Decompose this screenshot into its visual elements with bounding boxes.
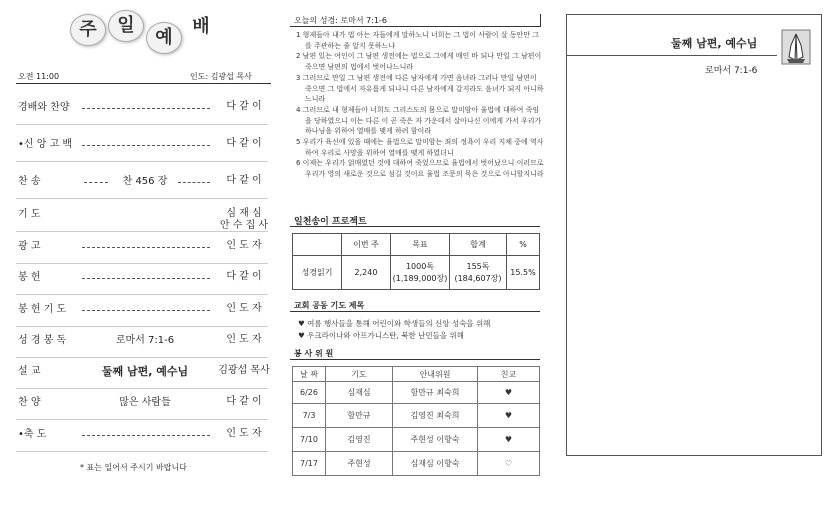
order-label: 광 고 xyxy=(18,241,41,252)
order-row xyxy=(16,428,268,464)
order-label: 봉 헌 xyxy=(18,272,41,283)
order-label: 기 도 xyxy=(18,209,41,220)
team-row-2-usher: 김영진 최숙희 xyxy=(393,404,478,428)
sermon-notes-panel xyxy=(566,14,822,456)
verse-2: 2 남편 있는 여인이 그 남편 생전에는 법으로 그에게 매인 바 되나 만일 그 남편이 죽으면 남편의 법에서 벗어나느니라 xyxy=(296,52,542,72)
leader-line xyxy=(82,435,210,436)
title-char-2: 일 xyxy=(108,10,144,42)
order-row xyxy=(16,138,268,174)
team-header-date: 날 짜 xyxy=(293,367,326,382)
row-divider xyxy=(16,419,268,420)
project-cell-goal: 1000독 (1,189,000장) xyxy=(391,256,450,290)
order-label: 경배와 찬양 xyxy=(18,102,70,113)
order-responsible: 심 재 심 안 수 집 사 xyxy=(219,208,269,231)
order-responsible: 다 같 이 xyxy=(226,396,262,407)
order-detail: 많은 사람들 xyxy=(119,397,171,408)
leader-line xyxy=(82,310,210,311)
order-label: 찬 양 xyxy=(18,397,41,408)
verse-title: 오늘의 성경: 로마서 7:1-6 xyxy=(294,16,387,25)
order-responsible: 인 도 자 xyxy=(226,334,262,345)
project-header-blank xyxy=(293,234,342,256)
team-row-3-usher: 주현성 이향숙 xyxy=(393,428,478,452)
team-row-3-date: 7/10 xyxy=(293,428,326,452)
title-char-1: 주 xyxy=(70,14,106,46)
row-divider xyxy=(16,326,268,327)
order-responsible: 다 같 이 xyxy=(226,101,262,112)
footnote: * 표는 일어서 주시기 바랍니다 xyxy=(80,463,187,472)
team-row-4-usher: 심재심 이향숙 xyxy=(393,452,478,476)
prayer-item-1: ♥ 여름 행사들을 통해 어린이와 학생들의 신앙 성숙을 위해 xyxy=(298,319,491,328)
title-char-3: 예 xyxy=(146,22,182,54)
order-responsible: 인 도 자 xyxy=(226,303,262,314)
leader-line xyxy=(82,145,210,146)
project-header-week: 이번 주 xyxy=(342,234,391,256)
order-label: 설 교 xyxy=(18,366,41,377)
order-label: 찬 송 xyxy=(18,176,41,187)
order-label: 성 경 봉 독 xyxy=(18,335,67,346)
team-header-prayer: 기도 xyxy=(326,367,393,382)
project-table xyxy=(292,233,540,290)
order-detail: 찬 456 장 xyxy=(122,176,168,187)
prayer-title-line xyxy=(290,311,540,312)
verse-6: 6 이제는 우리가 얽매였던 것에 대하여 죽었으므로 율법에서 벗어났으니 이러므로 우리가 영의 새로운 것으로 섬길 것이요 율법 조문의 묵은 것으로 아니할지니라 xyxy=(296,159,544,179)
verse-text xyxy=(296,30,544,180)
leader-line xyxy=(84,182,108,183)
project-title-line xyxy=(290,226,540,227)
project-cell-label: 성경읽기 xyxy=(293,256,342,290)
project-cell-percent: 15.5% xyxy=(507,256,540,290)
order-responsible: 다 같 이 xyxy=(226,175,262,186)
service-leader: 인도: 김광섭 목사 xyxy=(190,72,252,81)
verse-1: 1 형제들아 내가 법 아는 자들에게 말하노니 너희는 그 법이 사람이 살 동안만 그를 주관하는 줄 알지 못하느냐 xyxy=(296,31,540,50)
row-divider xyxy=(16,451,268,452)
verse-title-line xyxy=(290,26,540,27)
project-title: 일천송이 프로젝트 xyxy=(294,217,367,227)
order-responsible: 다 같 이 xyxy=(226,138,262,149)
team-row-1-fellowship: ♥ xyxy=(478,382,540,404)
service-team-title: 봉 사 위 원 xyxy=(294,349,334,358)
order-responsible: 다 같 이 xyxy=(226,271,262,282)
service-team-title-line xyxy=(290,359,540,360)
row-divider xyxy=(16,388,268,389)
verse-title-bar xyxy=(540,14,541,27)
prayer-title: 교회 공동 기도 제목 xyxy=(294,301,365,310)
project-cell-week: 2,240 xyxy=(342,256,391,290)
sermon-title-line xyxy=(567,55,777,56)
order-label: •축 도 xyxy=(18,429,47,440)
row-divider xyxy=(16,198,268,199)
order-responsible: 인 도 자 xyxy=(226,240,262,251)
leader-line xyxy=(178,182,210,183)
order-responsible: 인 도 자 xyxy=(226,428,262,439)
order-responsible: 김광섭 목사 xyxy=(218,365,270,376)
service-time: 오전 11:00 xyxy=(18,72,60,81)
verse-4: 4 그러므로 내 형제들아 너희도 그리스도의 몸으로 말미암아 율법에 대하여 죽임을 당하였으니 이는 다른 이 곧 죽은 자 가운데서 살아나신 이에게 가서 우리가 하나님을 위하여 열매를 맺게 하려 함이라 xyxy=(296,105,542,136)
project-cell-total: 155독 (184,607장) xyxy=(450,256,507,290)
team-row-1-prayer: 심재심 xyxy=(326,382,393,404)
order-label: 봉 헌 기 도 xyxy=(18,304,67,315)
order-row xyxy=(16,396,268,432)
order-row xyxy=(16,101,268,137)
row-divider xyxy=(16,231,268,232)
leader-line xyxy=(82,247,210,248)
team-row-2-fellowship: ♥ xyxy=(478,404,540,428)
row-divider xyxy=(16,124,268,125)
order-detail: 로마서 7:1-6 xyxy=(115,335,175,346)
sermon-reference: 로마서 7:1-6 xyxy=(705,66,758,76)
service-team-table xyxy=(292,366,540,476)
order-row xyxy=(16,271,268,307)
project-header-goal: 목표 xyxy=(391,234,450,256)
row-divider xyxy=(16,263,268,264)
praying-hands-icon xyxy=(781,29,811,65)
order-detail: 둘째 남편, 예수님 xyxy=(101,365,189,378)
leader-line xyxy=(82,108,210,109)
order-row xyxy=(16,208,268,244)
team-row-4-date: 7/17 xyxy=(293,452,326,476)
team-row-4-prayer: 주현성 xyxy=(326,452,393,476)
project-header-total: 합계 xyxy=(450,234,507,256)
team-row-1-date: 6/26 xyxy=(293,382,326,404)
team-row-1-usher: 함만규 최숙희 xyxy=(393,382,478,404)
team-header-usher: 안내위원 xyxy=(393,367,478,382)
header-divider xyxy=(16,83,271,84)
order-row xyxy=(16,175,268,211)
verse-3: 3 그러므로 만일 그 남편 생전에 다른 남자에게 가면 음녀라 그러나 만일 남편이 죽으면 그 법에서 자유롭게 되나니 다른 남자에게 갈지라도 음녀가 되지 아니하느니라 xyxy=(296,73,544,104)
sermon-title: 둘째 남편, 예수님 xyxy=(671,37,758,50)
row-divider xyxy=(16,357,268,358)
team-row-3-prayer: 김영진 xyxy=(326,428,393,452)
team-row-2-date: 7/3 xyxy=(293,404,326,428)
row-divider xyxy=(16,161,268,162)
team-row-4-fellowship: ♡ xyxy=(478,452,540,476)
leader-line xyxy=(82,278,210,279)
order-label: •신 앙 고 백 xyxy=(18,139,73,150)
title-char-4: 배 xyxy=(192,16,210,37)
project-header-percent: % xyxy=(507,234,540,256)
team-row-3-fellowship: ♥ xyxy=(478,428,540,452)
team-row-2-prayer: 함만규 xyxy=(326,404,393,428)
team-header-fellowship: 친교 xyxy=(478,367,540,382)
row-divider xyxy=(16,294,268,295)
verse-5: 5 우리가 육신에 있을 때에는 율법으로 말미암는 죄의 정욕이 우리 지체 중에 역사하여 우리로 사망을 위하여 열매를 맺게 하였더니 xyxy=(296,138,544,157)
prayer-item-2: ♥ 우크라이나와 아프가니스탄, 북한 난민들을 위해 xyxy=(298,331,464,340)
